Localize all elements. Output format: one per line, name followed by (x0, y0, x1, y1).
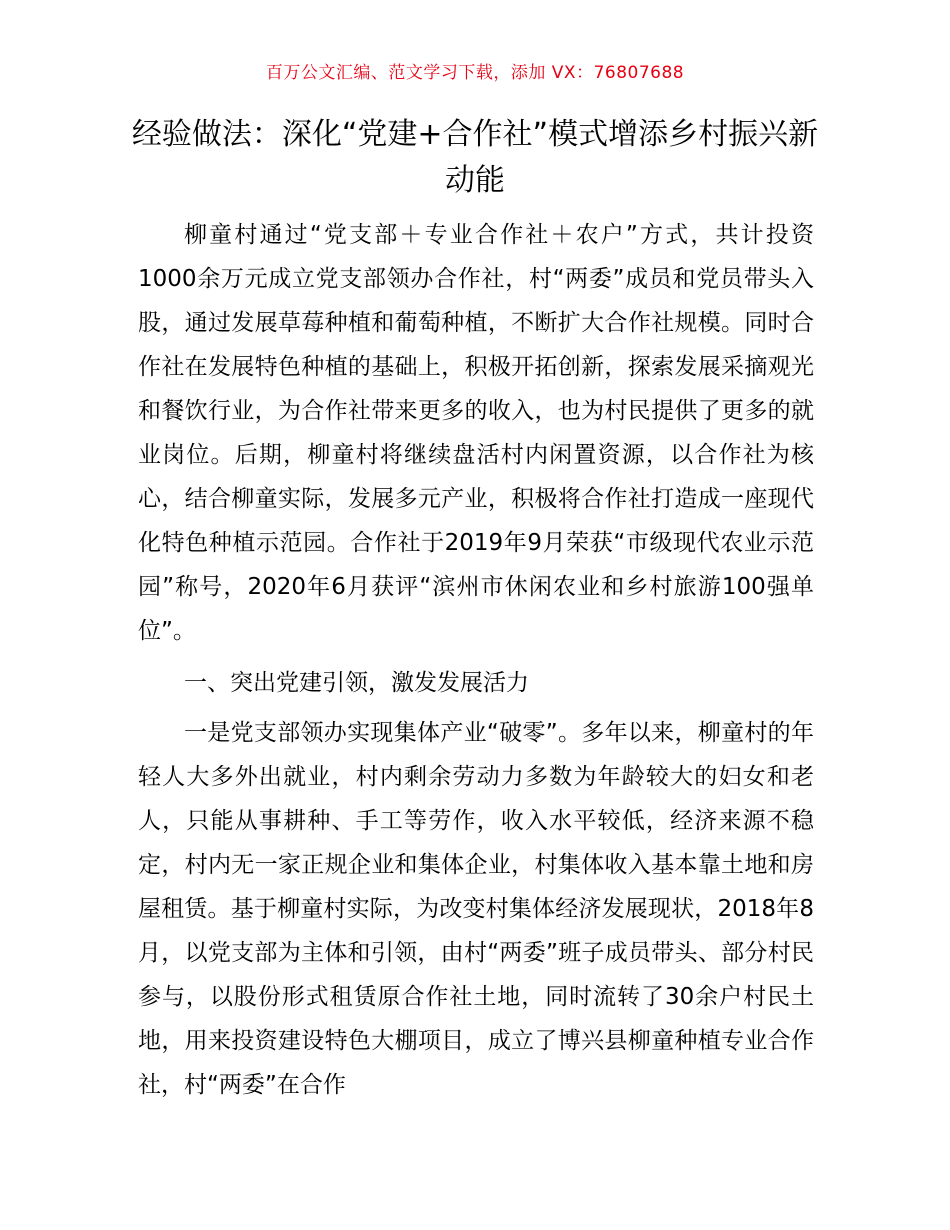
document-title: 经验做法：深化“党建+合作社”模式增添乡村振兴新动能 (131, 117, 819, 198)
watermark-notice: 百万公文汇编、范文学习下载，添加 VX：76807688 (265, 63, 685, 83)
intro-paragraph: 柳童村通过“党支部＋专业合作社＋农户”方式，共计投资1000余万元成立党支部领办合作社，村“两委”成员和党员带头入股，通过发展草莓种植和葡萄种植，不断扩大合作社规模。同时合作社在发展特色种植的基础上，积极开拓创新，探索发展采摘观光和餐饮行业，为合作社带来更多的收入，也为村民提供了更多的就业岗位。后期，柳童村将继续盘活村内闲置资源，以合作社为核心，结合柳童实际，发展多元产业，积极将合作社打造成一座现代化特色种植示范园。合作社于2019年9月荣获“市级现代农业示范园”称号，2020年6月获评“滨州市休闲农业和乡村旅游100强单位”。 (138, 222, 814, 644)
section-paragraph: 一是党支部领办实现集体产业“破零”。多年以来，柳童村的年轻人大多外出就业，村内剩余劳动力多数为年龄较大的妇女和老人，只能从事耕种、手工等劳作，收入水平较低，经济来源不稳定，村内无一家正规企业和集体企业，村集体收入基本靠土地和房屋租赁。基于柳童村实际，为改变村集体经济发展现状，2018年8月，以党支部为主体和引领，由村“两委”班子成员带头、部分村民参与，以股份形式租赁原合作社土地，同时流转了30余户村民土地，用来投资建设特色大棚项目，成立了博兴县柳童种植专业合作社，村“两委”在合作 (138, 720, 814, 1098)
document-body (138, 213, 814, 1107)
section-heading: 一、突出党建引领，激发发展活力 (184, 670, 529, 696)
